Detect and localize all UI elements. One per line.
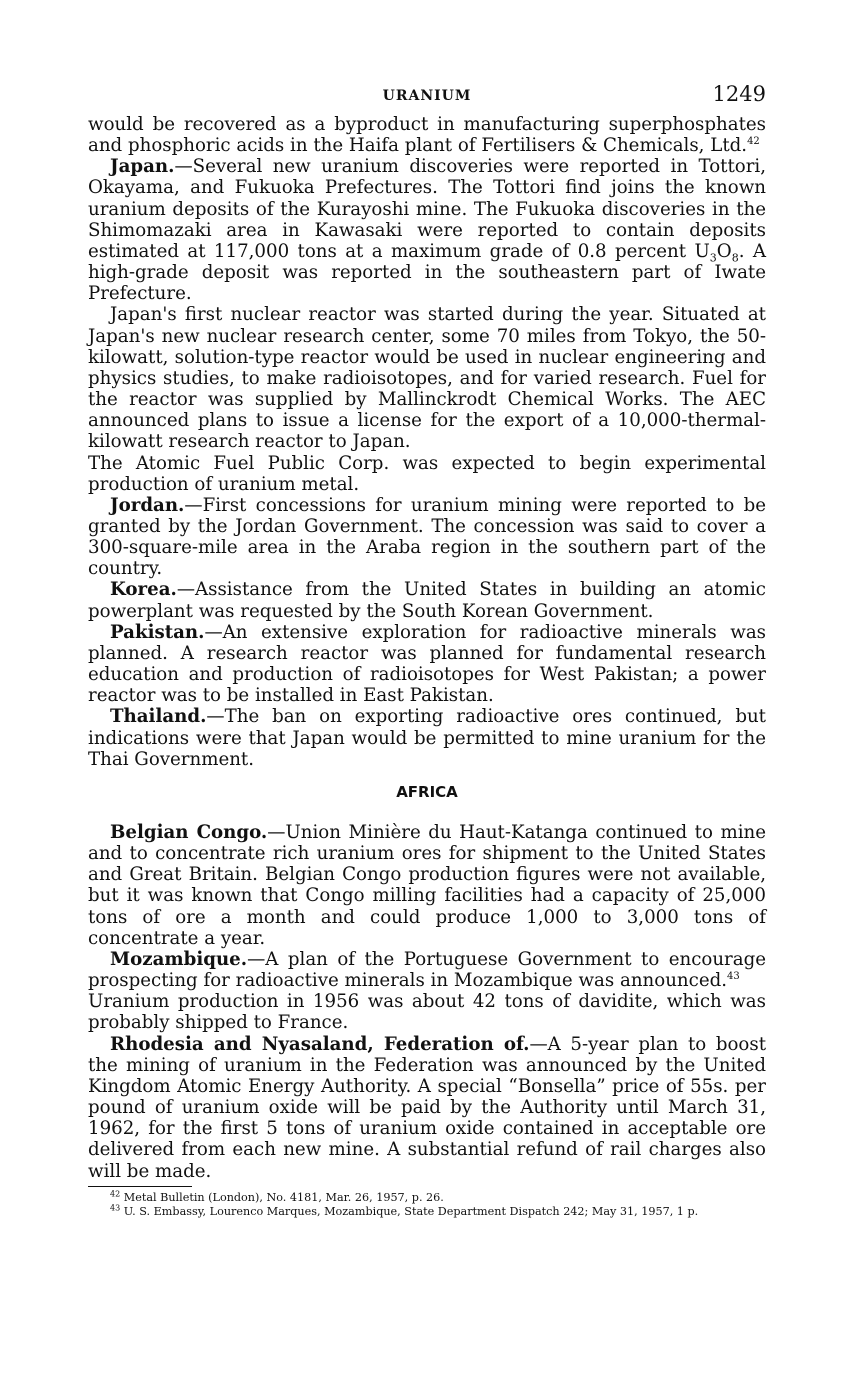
- paragraph-mozambique-production: Uranium production in 1956 was about 42 tons of davidite, which was probably shipped to France.: [88, 991, 766, 1034]
- country-heading-japan: Japan.: [110, 156, 175, 178]
- paragraph-korea: Korea.—Assistance from the United States in building an atomic powerplant was requested by the South Korean Government.: [88, 579, 766, 622]
- footnote-ref-43: 43: [727, 971, 740, 983]
- country-heading-pakistan: Pakistan.: [110, 621, 205, 643]
- country-heading-thailand: Thailand.: [110, 706, 207, 728]
- paragraph-thailand: Thailand.—The ban on exporting radioactive ores continued, but indications were that Japan would be permitted to mine uranium for the Thai Government.: [88, 706, 766, 770]
- paragraph-jordan: Jordan.—First concessions for uranium mining were reported to be granted by the Jordan Government. The concession was said to cover a 300-square-mile area in the Araba region in the southern part of the country.: [88, 494, 766, 580]
- footnote-43: $^{43}$ U. S. Embassy, Lourenco Marques, Mozambique, State Department Dispatch 242; May 31, 1957, 1 p.: [110, 1202, 699, 1218]
- paragraph-belgian-congo: Belgian Congo.—Union Minière du Haut-Katanga continued to mine and to concentrate rich uranium ores for shipment to the United States and Great Britain. Belgian Congo production figures were not available, but it was known that Congo milling facilities had a capacity of 25,000 tons of ore a month and could produce 1,000 to 3,000 tons of concentrate a year.: [88, 822, 766, 949]
- paragraph-rhodesia: Rhodesia and Nyasaland, Federation of.—A 5-year plan to boost the mining of uranium in the Federation was announced by the United Kingdom Atomic Energy Authority. A special “Bonsella” price of 55s. per pound of uranium oxide will be paid by the Authority until March 31, 1962, for the first 5 tons of uranium oxide contained in acceptable ore delivered from each new mine. A substantial refund of rail charges also will be made.: [88, 1033, 767, 1182]
- country-heading-belgian-congo: Belgian Congo.: [110, 822, 268, 843]
- country-heading-rhodesia: Rhodesia and Nyasaland, Federation of.: [110, 1033, 530, 1055]
- paragraph-israel-continued: would be recovered as a byproduct in manufacturing superphosphates and phosphoric acids in the Haifa plant of Fertilisers & Chemicals, Ltd.$^{42}$: [88, 114, 766, 157]
- paragraph-japan-reactor: Japan's first nuclear reactor was started during the year. Situated at Japan's new nuclear research center, some 70 miles from Tokyo, the 50-kilowatt, solution-type reactor would be used in nuclear engineering and physics studies, to make radioisotopes, and for varied research. Fuel for the reactor was supplied by Mallinckrodt Chemical Works. The AEC announced plans to issue a license for the export of a 10,000-thermal-kilowatt research reactor to Japan.: [88, 304, 766, 453]
- paragraph-pakistan: Pakistan.—An extensive exploration for radioactive minerals was planned. A research reactor was planned for fundamental research education and production of radioisotopes for West Pakistan; a power reactor was to be installed in East Pakistan.: [88, 621, 766, 707]
- page-number: 1249: [712, 82, 766, 106]
- body-text: [88, 114, 766, 1182]
- footnote-ref-42: 42: [747, 136, 760, 148]
- paragraph-atomic-fuel: The Atomic Fuel Public Corp. was expected to begin experimental production of uranium metal.: [88, 452, 766, 495]
- paragraph-mozambique: Mozambique.—A plan of the Portuguese Government to encourage prospecting for radioactive minerals in Mozambique was announced.$^{43}$: [88, 948, 766, 992]
- document-page: [88, 84, 766, 1219]
- running-title: URANIUM: [382, 88, 472, 104]
- section-heading-africa: AFRICA: [396, 782, 458, 801]
- country-heading-korea: Korea.: [110, 579, 177, 601]
- paragraph-japan: Japan.—Several new uranium discoveries were reported in Tottori, Okayama, and Fukuoka Prefectures. The Tottori find joins the known uranium deposits of the Kurayoshi mine. The Fukuoka discoveries in the Shimomazaki area in Kawasaki were reported to contain deposits estimated at 117,000 tons at a maximum grade of 0.8 percent $U_3O_8$. A high-grade deposit was reported in the southeastern part of Iwate Prefecture.: [88, 156, 766, 305]
- running-header: [88, 84, 766, 114]
- footnote-42: $^{42}$ Metal Bulletin (London), No. 4181, Mar. 26, 1957, p. 26.: [110, 1188, 444, 1204]
- country-heading-jordan: Jordan.: [110, 494, 185, 516]
- country-heading-mozambique: Mozambique.: [110, 948, 248, 970]
- footnote-divider: [88, 1186, 192, 1187]
